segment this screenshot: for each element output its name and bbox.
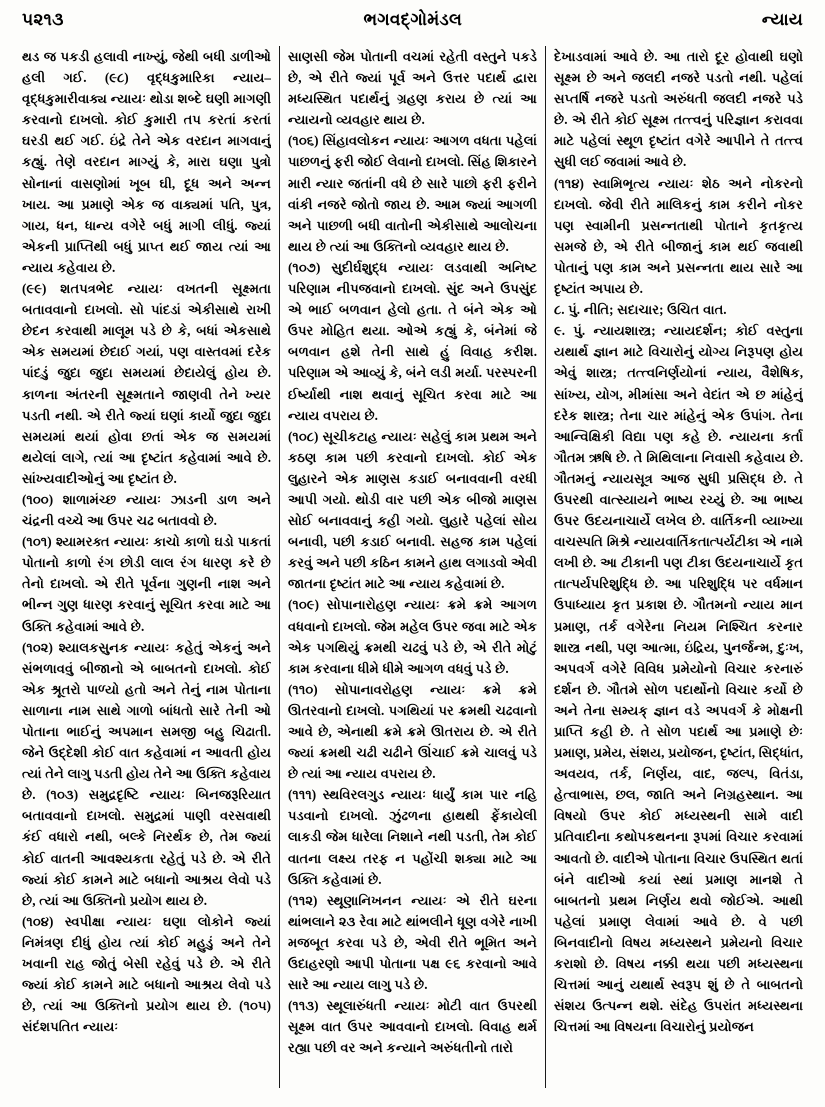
paragraph: (૧૦૦) શાળામંચ્છ ન્યાયઃ ઝાડની ડાળ અને ચંદ્રની વચ્ચે આ ઉપર ચઢ બતાવવો છે. xyxy=(22,491,271,529)
text-columns xyxy=(22,46,803,1088)
text-column-2 xyxy=(288,46,537,1088)
sense-entry-9: ૯. પું. ન્યાયશાસ્ત્ર; ન્યાયદર્શન; કોઈ વસ્તુના યથાર્થ જ્ઞાન માટે વિચારોનું યોગ્ય નિરૂપણ હોય એવું શાસ્ત્ર; તત્ત્વનિર્ણયોનાં ન્યાય, વૈશેષિક, સાંખ્ય, યોગ, મીમાંસા અને વેદાંત એ છ માંહેનું દરેક શાસ્ત્ર; તેના ચાર માંહેનું એક ઉપાંગ. તેના આન્વિક્ષિકી વિદ્યા પણ કહે છે. ન્યાયના કર્તા ગૌતમ ઋષિ છે. તે મિથિલાના નિવાસી કહેવાય છે. ગૌતમનું ન્યાયસૂત્ર આજ સુધી પ્રસિદ્ધ છે. તે ઉપરથી વાત્સ્યાયને ભાષ્ય રચ્યું છે. આ ભાષ્ય ઉપર ઉદયનાચાર્યે લખેલ છે. વાર્તિકની વ્યાખ્યા વાચસ્પતિ મિશ્રે ન્યાયવાર્તિકતાત્પર્યટીકા એ નામે લખી છે. આ ટીકાની પણ ટીકા ઉદયનાચાર્યે કૃત તાત્પર્યપરિશુદ્ધિ છે. આ પરિશુદ્ધિ પર વર્ધમાન ઉપાધ્યાય કૃત પ્રકાશ છે. ગૌતમનો ન્યાય માન પ્રમાણ, તર્ક વગેરેના નિયમ નિશ્ચિત કરનાર શાસ્ત્ર નથી, પણ આત્મા, ઇંદ્રિય, પુનર્જન્મ, દુઃખ, અપવર્ગ વગેરે વિવિધ પ્રમેયોનો વિચાર કરનારું દર્શન છે. ગૌતમે સોળ પદાર્થોનો વિચાર કર્યો છે અને તેના સમ્યક્ જ્ઞાન વડે અપવર્ગ કે મોક્ષની પ્રાપ્તિ કહી છે. તે સોળ પદાર્થ આ પ્રમાણે છેઃ પ્રમાણ, પ્રમેય, સંશય, પ્રયોજન, દૃષ્ટાંત, સિદ્ધાંત, અવયવ, તર્ક, નિર્ણય, વાદ, જલ્પ, વિતંડા, હેત્વાભાસ, છલ, જાતિ અને નિગ્રહસ્થાન. આ વિષયો ઉપર કોઈ મધ્યસ્થની સામે વાદી પ્રતિવાદીના કથોપકથનના રૂપમાં વિચાર કરવામાં આવતો છે. વાદીએ પોતાના વિચાર ઉપસ્થિત થતાં બંને વાદીઓ કયાં સ્થાં પ્રમાણ માનશે તે બાબતનો પ્રથમ નિર્ણય થવો જોઈએ. આથી પહેલાં પ્રમાણ લેવામાં આવે છે. વે પછી બિનવાદીનો વિષય મધ્યસ્થને પ્રમેયનો વિચાર કરાશો છે. વિષય નક્કી થયા પછી મધ્યસ્થના ચિત્તમાં આનું યથાર્થ સ્વરૂપ શું છે તે બાબતનો સંશય ઉત્પન્ન થશે. સંદેહ ઉપરાંત મધ્યસ્થના ચિત્તમાં આ વિષયના વિચારોનું પ્રયોજન xyxy=(554,323,803,1035)
paragraph: (૧૧૦) સોપાનાવરોહણ ન્યાયઃ ક્રમે ક્રમે ઊતરવાનો દાખલો. પગથિયાં પર ક્રમથી ચઢવાનો આવે છે, એનાથી ક્રમે ક્રમે ઊતરાય છે. એ રીતે જ્યાં ક્રમથી ચઢી ચઢીને ઊંચાઈ ક્રમે ચાલવું પડે છે ત્યાં આ ન્યાય વપરાય છે. xyxy=(288,681,537,782)
paragraph: દેખાડવામાં આવે છે. આ તારો દૂર હોવાથી ઘણો સૂક્ષ્મ છે અને જલદી નજરે પડતો નથી. પહેલાં સપ્તર્ષિ નજરે પડતો અરુંધતી જલદી નજરે પડે છે. એ રીતે કોઈ સૂક્ષ્મ તત્ત્વનું પરિજ્ઞાન કરાવવા માટે પહેલાં સ્થૂળ દૃષ્ટાંત વગેરે આપીને તે તત્ત્વ સુધી લઈ જવામાં આવે છે. xyxy=(554,49,803,170)
running-head xyxy=(22,10,803,38)
text-column-1 xyxy=(22,46,271,1088)
paragraph: (૧૦૭) સુદીર્ઘશુદ્ધ ન્યાયઃ લડવાથી અનિષ્ટ પરિણામ નીપજવાનો દાખલો. સુંદ અને ઉપસુંદ એ ભાઈ બળવાન હેલો હતા. તે બંને એક ઓ ઉપર મોહિત થયા. ઓએ કહ્યું કે, બંનેમાં જે બળવાન હશે તેની સાથે હું વિવાહ કરીશ. પરિણામ એ આવ્યું કે, બંને લડી મર્યા. પરસ્પરની ઈર્ષ્યાથી નાશ થવાનું સૂચિત કરવા માટે આ ન્યાય વપરાય છે. xyxy=(288,259,537,423)
paragraph: (૧૦૮) સૂચીકટાહ ન્યાયઃ સહેલું કામ પ્રથમ અને કઠણ કામ પછી કરવાનો દાખલો. કોઈ એક લુહારને એક માણસ કડાઈ બનાવવાની વરધી આપી ગયો. થોડી વાર પછી એક બીજો માણસ સોઈ બનાવવાનું કહી ગયો. લુહારે પહેલાં સોય બનાવી, પછી કડાઈ બનાવી. સહજ કામ પહેલાં કરવું અને પછી કઠિન કામને હાથ લગાડવો એવી જાતના દૃષ્ટાંત માટે આ ન્યાય કહેવામાં છે. xyxy=(288,428,537,592)
book-title: ભગવદ્ગોમંડલ xyxy=(363,10,463,29)
sense-entry-8: ૮. પું. નીતિ; સદાચાર; ઉચિત વાત. xyxy=(554,302,727,318)
page-folio-number: ૫૨૧૩ xyxy=(22,10,64,29)
paragraph: (૧૧૩) સ્થૂલારુંધતી ન્યાયઃ મોટી વાત ઉપરથી સૂક્ષ્મ વાત ઉપર આવવાનો દાખલો. વિવાહ થર્મ રહ્યા પછી વર અને કન્યાને અરુંધતીનો તારો xyxy=(288,998,537,1056)
text-column-3 xyxy=(554,46,803,1088)
paragraph: થડ જ પકડી હલાવી નાખ્યું, જેથી બધી ડાળીઓ હલી ગઈ. (૯૮) વૃદ્ધકુમારિકા ન્યાય–વૃદ્ધકુમારીવાક્ય ન્યાયઃ થોડા શબ્દે ઘણી માગણી કરવાનો દાખલો. કોઈ કુમારી તપ કરતાં કરતાં ઘરડી થઈ ગઈ. ઇંદ્રે તેને એક વરદાન માગવાનું કહ્યું. તેણે વરદાન માગ્યું કે, મારા ઘણા પુત્રો સોનાનાં વાસણોમાં ખૂબ ઘી, દૂધ અને અન્ન ખાય. આ પ્રમાણે એક જ વાક્યમાં પતિ, પુત્ર, ગાય, ધન, ધાન્ય વગેરે બધું માગી લીધું. જ્યાં એકની પ્રાપ્તિથી બધું પ્રાપ્ત થઈ જાય ત્યાં આ ન્યાય કહેવાય છે. xyxy=(22,49,271,275)
paragraph: (૧૦૧) શ્યામરક્ત ન્યાયઃ કાચો કાળો ઘડો પાકતાં પોતાનો કાળો રંગ છોડી લાલ રંગ ધારણ કરે છે તેનો દાખલો. એ રીતે પૂર્વના ગુણની નાશ અને ભીન્ન ગુણ ધારણ કરવાનું સૂચિત કરવા માટે આ ઉક્તિ કહેવામાં આવે છે. xyxy=(22,534,271,634)
column-divider-2 xyxy=(545,46,546,1088)
paragraph: સાણસી જેમ પોતાની વચમાં રહેતી વસ્તુને પકડે છે, એ રીતે જ્યાં પૂર્વ અને ઉત્તર પદાર્થ દ્વારા મધ્યસ્થિત પદાર્થનું ગ્રહણ કરાય છે ત્યાં આ ન્યાયનો વ્યવહાર થાય છે. xyxy=(288,49,537,128)
paragraph: (૧૦૯) સોપાનારોહણ ન્યાયઃ ક્રમે ક્રમે આગળ વધવાનો દાખલો. જેમ મહેલ ઉપર જવા માટે એક એક પગથિયું ક્રમથી ચઢવું પડે છે, એ રીતે મોટું કામ કરવાના ધીમે ધીમે આગળ વધવું પડે છે. xyxy=(288,597,537,676)
paragraph: (૧૦૪) સ્વપીક્ષા ન્યાયઃ ઘણા લોકોને જ્યાં નિમંત્રણ દીધું હોય ત્યાં કોઈ મહુડું અને તેને ખવાની રાહ જોતું બેસી રહેવું પડે છે. એ રીતે જ્યાં કોઈ કામને માટે બધાનો આશ્રય લેવો પડે છે, ત્યાં આ ઉક્તિનો પ્રયોગ થાય છે. (૧૦૫) સંદંશપતિત ન્યાયઃ xyxy=(22,913,271,1035)
paragraph: (૧૦૨) શ્યાલકસુનક ન્યાયઃ કહેતું એકનું અને સંભળાવવું બીજાનો એ બાબતનો દાખલો. કોઈ એક શ્રૂતરો પાળ્યો હતો અને તેનું નામ પોતાના સાળાના નામ સાથે ગાળો બાંધતો સારે તેની ઓ પોતાના ભાઈનું અપમાન સમજી બહુ ચિઢાતી. જેને ઉદ્દેશી કોઈ વાત કહેવામાં ન આવતી હોય ત્યાં તેને લાગુ પડતી હોય તેને આ ઉક્તિ કહેવાય છે. (૧૦૩) સમુદ્રદૃષ્ટિ ન્યાયઃ બિનજરૂરિયાત બતાવવાનો દાખલો. સમુદ્રમાં પાણી વરસવાથી કંઈ વધારો નથી, બલ્કે નિરર્થક છે, તેમ જ્યાં કોઈ વાતની આવશ્યકતા રહેતું પડે છે. એ રીતે જ્યાં કોઈ કામને માટે બધાનો આશ્રય લેવો પડે છે, ત્યાં આ ઉક્તિનો પ્રયોગ થાય છે. xyxy=(22,639,271,908)
paragraph: (૧૧૪) સ્વામિભૃત્ય ન્યાયઃ શેઠ અને નોકરનો દાખલો. જેવી રીતે માલિકનું કામ કરીને નોકર પણ સ્વામીની પ્રસન્નતાથી પોતાને કૃતકૃત્ય સમજે છે, એ રીતે બીજાનું કામ થઈ જવાથી પોતાનું પણ કામ અને પ્રસન્નતા થાય સારે આ દૃષ્ટાંત અપાય છે. xyxy=(554,175,803,297)
paragraph: (૧૧૧) સ્થવિરલગુડ ન્યાયઃ ધાર્યું કામ પાર નહિ પડવાનો દાખલો. ઝુંઢળના હાથથી ફેંકાયેલી લાકડી જેમ ધારેલા નિશાને નથી પડતી, તેમ કોઈ વાતના લક્ષ્ય તરફ ન પહોંચી શક્યા માટે આ ઉક્તિ કહેવામાં છે. xyxy=(288,787,537,887)
entry-catchword: ન્યાય xyxy=(761,10,803,29)
column-divider-1 xyxy=(279,46,280,1088)
paragraph: (૧૦૬) સિંહાવલોકન ન્યાયઃ આગળ વધતા પહેલાં પાછળનું ફરી જોઈ લેવાનો દાખલો. સિંહ શિકારને મારી ન્યાર જતાંની વધે છે સારે પાછો ફરી ફરીને વાંકી નજરે જોતો જાય છે. આમ જ્યાં આગળી અને પાછળી બધી વાતોની એકીસાથે આલોચના થાય છે ત્યાં આ ઉક્તિનો વ્યવહાર થાય છે. xyxy=(288,133,537,254)
paragraph: (૯૯) શતપત્રભેદ ન્યાયઃ વખતની સૂક્ષ્મતા બતાવવાનો દાખલો. સો પાંદડાં એકીસાથે રાખી છેદન કરવાથી માલૂમ પડે છે કે, બધાં એકસાથે એક સમયમાં છેદાઈ ગયાં, પણ વાસ્તવમાં દરેક પાંદડું જુદા જુદા સમયમાં છેદાયેલું હોય છે. કાળના અંતરની સૂક્ષ્મતાને જાણવી તેને ખ્યર પડતી નથી. એ રીતે જ્યાં ઘણાં કાર્યો જુદા જુદા સમયમાં થયાં હોવા છતાં એક જ સમયમાં થયેલાં લાગે, ત્યાં આ દૃષ્ટાંત કહેવામાં આવે છે. સાંખ્યવાદીઓનું આ દૃષ્ટાંત છે. xyxy=(22,281,271,486)
paragraph: (૧૧૨) સ્થૂણાનિખનન ન્યાયઃ એ રીતે ઘરના થાંભલાને ૨૩ રેવા માટે થાંભલીને ધૂણ વગેરે નાખી મજબૂત કરવા પડે છે, એવી રીતે ભૂમિત અને ઉદાહરણો આપી પોતાના પક્ષ ૯૬ કરવાનો આવે સારે આ ન્યાય લાગુ પડે છે. xyxy=(288,892,537,993)
